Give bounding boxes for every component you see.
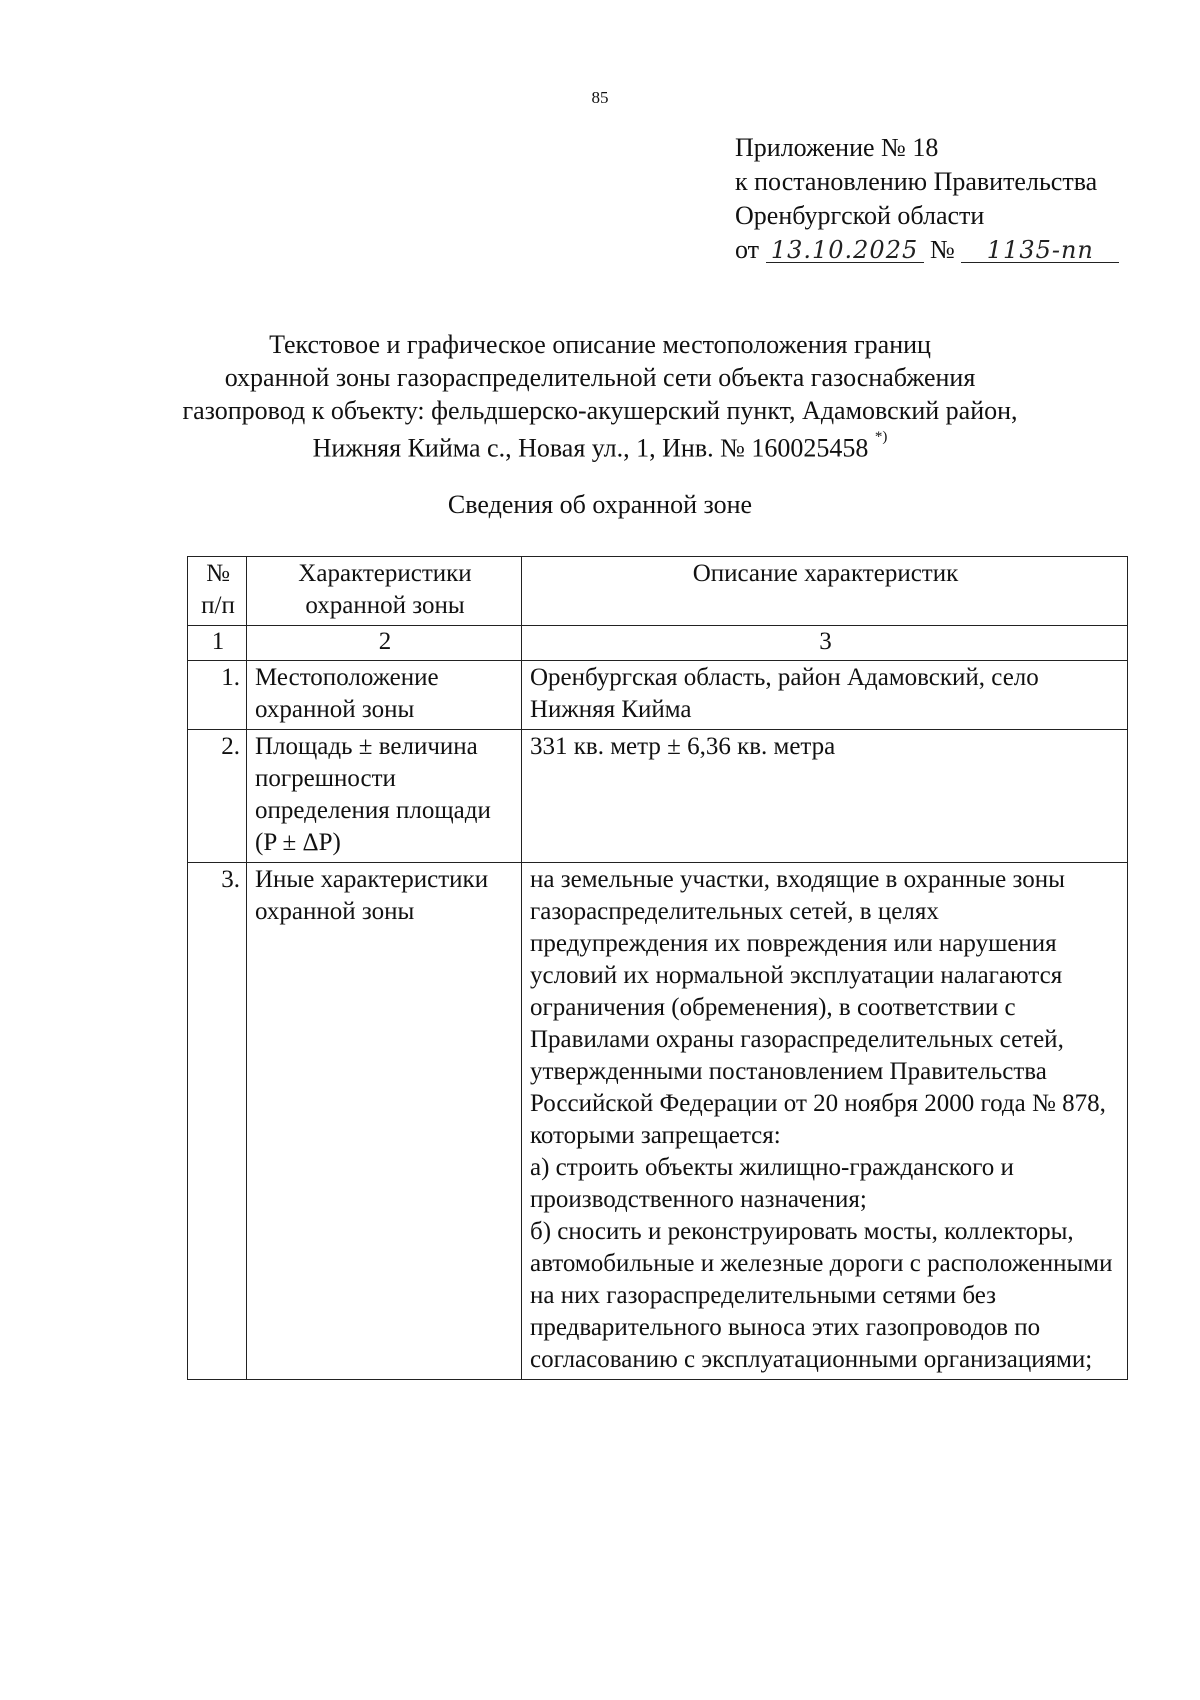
table-row <box>188 730 1128 863</box>
header-characteristic: Характеристики охранной зоны <box>247 557 522 626</box>
column-number: 1 <box>188 626 247 661</box>
row-num: 3. <box>188 863 247 1380</box>
description-paragraph: б) сносить и реконструировать мосты, коллекторы, автомобильные и железные дороги с расположенными на них газораспределительными сетями без предварительного выноса этих газопроводов по согласованию с эксплуатационными организациями; <box>530 1218 1113 1373</box>
appendix-header <box>735 131 1119 267</box>
handwritten-date: 13.10.2025 <box>766 238 924 263</box>
title-line-4-text: Нижняя Кийма с., Новая ул., 1, Инв. № 160025458 <box>312 433 869 463</box>
footnote-mark: *) <box>874 429 888 445</box>
description-paragraph: а) строить объекты жилищно-гражданского и производственного назначения; <box>530 1154 1014 1213</box>
number-label: № <box>930 235 955 264</box>
title-line-1: Текстовое и графическое описание местоположения границ <box>269 330 931 359</box>
row-characteristic: Площадь ± величина погрешности определения площади (P ± ΔP) <box>247 730 522 863</box>
row-characteristic: Местоположение охранной зоны <box>247 661 522 730</box>
header-num: № п/п <box>188 557 247 626</box>
description-paragraph: 331 кв. метр ± 6,36 кв. метра <box>530 733 836 760</box>
appendix-line-2: к постановлению Правительства <box>735 167 1098 196</box>
description-paragraph: Оренбургская область, район Адамовский, село Нижняя Кийма <box>530 664 1039 723</box>
table-row <box>188 661 1128 730</box>
row-description <box>522 661 1128 730</box>
description-paragraph: на земельные участки, входящие в охранные зоны газораспределительных сетей, в целях предупреждения их повреждения или нарушения условий их нормальной эксплуатации налагаются ограничения (обременения), в соответствии с Правилами охраны газораспределительных сетей, утвержденными постановлением Правительства Российской Федерации от 20 ноября 2000 года № 878, которыми запрещается: <box>530 866 1106 1149</box>
header-description: Описание характеристик <box>522 557 1128 626</box>
column-number: 3 <box>522 626 1128 661</box>
appendix-line-3: Оренбургской области <box>735 201 985 230</box>
section-subtitle: Сведения об охранной зоне <box>447 490 753 519</box>
row-num: 1. <box>188 661 247 730</box>
handwritten-number: 1135-пп <box>961 238 1119 263</box>
appendix-line-1: Приложение № 18 <box>735 133 939 162</box>
zone-info-table <box>187 556 1128 1380</box>
title-line-2: охранной зоны газораспределительной сети объекта газоснабжения <box>224 363 976 392</box>
column-number-row <box>188 626 1128 661</box>
row-num: 2. <box>188 730 247 863</box>
title-line-4 <box>0 427 1200 465</box>
table-row <box>188 863 1128 1380</box>
appendix-date-line <box>735 233 1119 267</box>
table-header-row <box>188 557 1128 626</box>
document-title <box>0 328 1200 465</box>
from-label: от <box>735 235 760 264</box>
column-number: 2 <box>247 626 522 661</box>
page-number: 85 <box>591 88 609 107</box>
title-line-3: газопровод к объекту: фельдшерско-акушерский пункт, Адамовский район, <box>182 396 1018 425</box>
row-description <box>522 863 1128 1380</box>
row-description <box>522 730 1128 863</box>
row-characteristic: Иные характеристики охранной зоны <box>247 863 522 1380</box>
